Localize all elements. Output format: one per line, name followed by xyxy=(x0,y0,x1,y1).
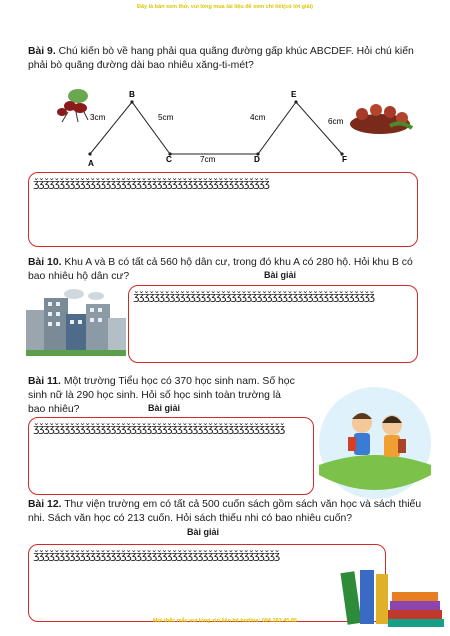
problem-9-question: Chú kiến bò về hang phải qua quãng đường gấp khúc ABCDEF. Hỏi chú kiến phải bò quãng đường dài bao nhiêu xăng-ti-mét? xyxy=(28,46,414,71)
answer-dots-12: ǯǯǯǯǯǯǯǯǯǯǯǯǯǯǯǯǯǯǯǯǯǯǯǯǯǯǯǯǯǯǯǯǯǯǯǯǯǯǯǯǯǯǯǯǯǯǯǯ xyxy=(33,549,279,562)
problem-12-text xyxy=(28,498,428,526)
answer-box-11[interactable] xyxy=(28,417,314,495)
problem-11-question: Một trường Tiểu học có 370 học sinh nam. Số học sinh nữ là 290 học sinh. Hỏi số học sinh toàn trường là bao nhiêu? xyxy=(28,376,295,415)
problem-9-number: Bài 9. xyxy=(28,46,56,57)
point-b-label: B xyxy=(129,90,135,99)
problem-10-question: Khu A và B có tất cả 560 hộ dân cư, trong đó khu A có 280 hộ. Hỏi khu B có bao nhiêu hộ dân cư? xyxy=(28,257,413,282)
solution-label-10: Bài giải xyxy=(264,270,297,280)
segment-de-label: 4cm xyxy=(250,113,266,122)
ant-with-leaf-image xyxy=(57,89,88,122)
point-c-label: C xyxy=(166,155,172,164)
answer-box-10[interactable] xyxy=(128,285,418,363)
footer-note: Mọi thắc mắc vui lòng xin liên hệ hotline: 084.283.45.85 xyxy=(153,618,297,624)
point-d-label: D xyxy=(254,155,260,164)
segment-cd-label: 7cm xyxy=(200,155,216,164)
problem-12-number: Bài 12. xyxy=(28,499,62,510)
point-a-label: A xyxy=(88,159,94,168)
problem-9-text xyxy=(28,45,428,73)
broken-line-path xyxy=(90,102,342,154)
school-children-image xyxy=(310,385,440,500)
solution-label-11: Bài giải xyxy=(148,403,181,413)
city-buildings-image xyxy=(26,286,126,356)
ant-colony-image xyxy=(350,104,412,134)
answer-box-9[interactable] xyxy=(28,172,418,247)
segment-ef-label: 6cm xyxy=(328,117,344,126)
problem-10-number: Bài 10. xyxy=(28,257,62,268)
header-note: Đây là bản xem thử, vui lòng mua tài liệu để xem chi tiết(có lời giải) xyxy=(137,4,313,10)
answer-dots-10: ǯǯǯǯǯǯǯǯǯǯǯǯǯǯǯǯǯǯǯǯǯǯǯǯǯǯǯǯǯǯǯǯǯǯǯǯǯǯǯǯǯǯǯǯǯǯǯ xyxy=(133,290,374,303)
segment-ab-label: 3cm xyxy=(90,113,106,122)
answer-dots-9: ǯǯǯǯǯǯǯǯǯǯǯǯǯǯǯǯǯǯǯǯǯǯǯǯǯǯǯǯǯǯǯǯǯǯǯǯǯǯǯǯǯǯǯǯǯǯ xyxy=(33,177,269,190)
point-e-label: E xyxy=(291,90,297,99)
broken-line-diagram xyxy=(40,82,440,172)
solution-label-12: Bài giải xyxy=(187,527,220,537)
point-f-label: F xyxy=(342,155,348,164)
problem-11-number: Bài 11. xyxy=(28,376,61,387)
segment-bc-label: 5cm xyxy=(158,113,174,122)
answer-dots-11: ǯǯǯǯǯǯǯǯǯǯǯǯǯǯǯǯǯǯǯǯǯǯǯǯǯǯǯǯǯǯǯǯǯǯǯǯǯǯǯǯǯǯǯǯǯǯǯǯǯ xyxy=(33,422,285,435)
problem-12-question: Thư viện trường em có tất cả 500 cuốn sách gồm sách văn học và sách thiếu nhi. Sách văn học có 213 cuốn. Hỏi sách thiếu nhi có bao nhiêu cuốn? xyxy=(28,499,422,524)
problem-10-text xyxy=(28,256,428,284)
